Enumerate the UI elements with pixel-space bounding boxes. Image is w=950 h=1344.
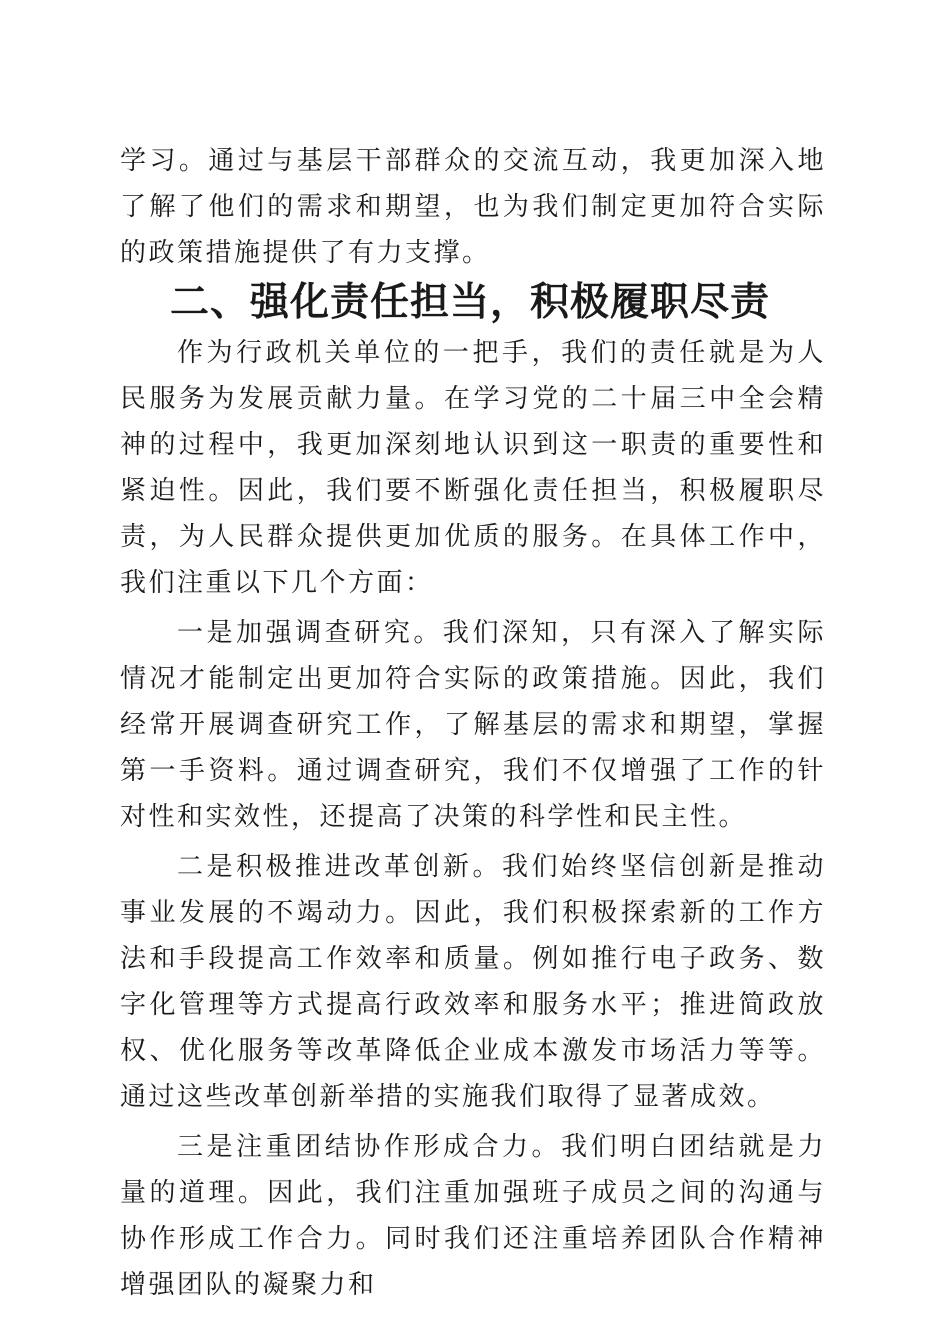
- paragraph-teamwork: [120, 1124, 826, 1308]
- paragraph-text: 我们始终坚信创新是推动事业发展的不竭动力。因此，我们积极探索新的工作方法和手段提高工作效率和质量。例如推行电子政务、数字化管理等方式提高行政效率和服务水平；推进简政放权、优化服务等改革降低企业成本激发市场活力等等。通过这些改革创新举措的实施我们取得了显著成效。: [120, 852, 826, 1112]
- section-heading: 二、强化责任担当，积极履职尽责: [170, 280, 771, 325]
- paragraph-lead: 三是注重团结协作形成合力。: [177, 1132, 562, 1162]
- paragraph-lead: 一是加强调查研究。: [177, 618, 443, 648]
- paragraph-text: 我们明白团结就是力量的道理。因此，我们注重加强班子成员之间的沟通与协作形成工作合力。同时我们还注重培养团队合作精神增强团队的凝聚力和: [120, 1132, 826, 1300]
- paragraph-text: 我们深知，只有深入了解实际情况才能制定出更加符合实际的政策措施。因此，我们经常开展调查研究工作，了解基层的需求和期望，掌握第一手资料。通过调查研究，我们不仅增强了工作的针对性和实效性，还提高了决策的科学性和民主性。: [120, 618, 826, 832]
- paragraph-lead: 二是积极推进改革创新。: [177, 852, 503, 882]
- paragraph-research: [120, 610, 826, 840]
- paragraph-continuation: 学习。通过与基层干部群众的交流互动，我更加深入地了解了他们的需求和期望，也为我们制定更加符合实际的政策措施提供了有力支撑。: [120, 146, 826, 268]
- paragraph-responsibility: 作为行政机关单位的一把手，我们的责任就是为人民服务为发展贡献力量。在学习党的二十届三中全会精神的过程中，我更加深刻地认识到这一职责的重要性和紧迫性。因此，我们要不断强化责任担当，积极履职尽责，为人民群众提供更加优质的服务。在具体工作中，我们注重以下几个方面：: [120, 338, 826, 598]
- paragraph-reform: [120, 844, 826, 1120]
- document-body: [120, 138, 826, 1308]
